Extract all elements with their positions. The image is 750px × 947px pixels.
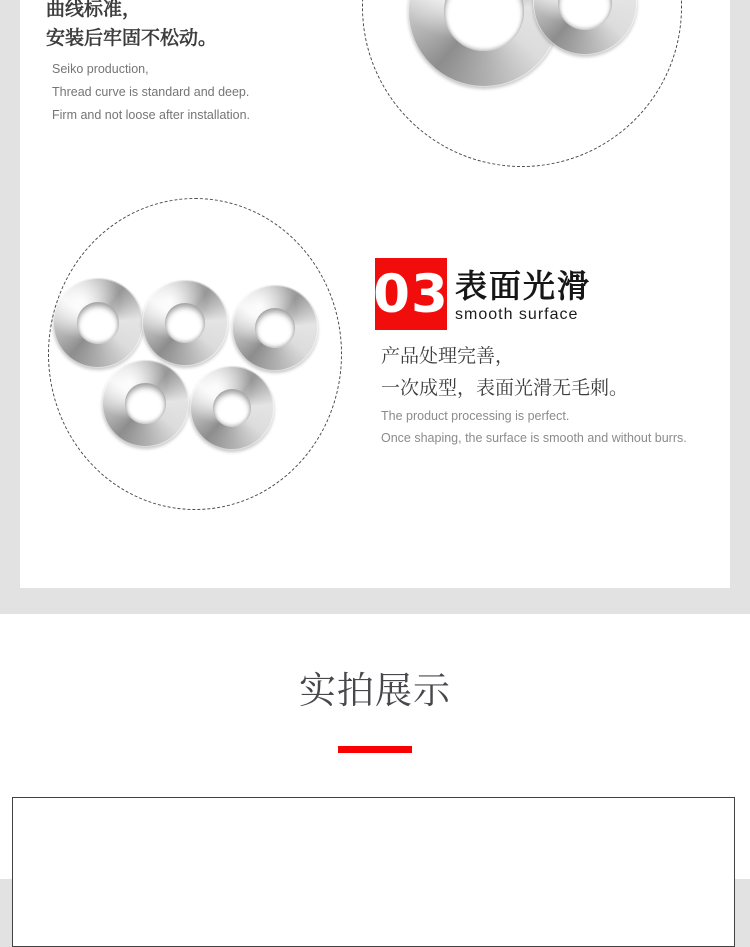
top-heading-line-1: 曲线标准， <box>46 0 142 20</box>
photo-frame <box>12 797 735 947</box>
top-english-desc <box>52 58 250 127</box>
feature03-title-en: smooth surface <box>455 306 579 323</box>
top-heading-line-2: 安装后牢固不松动。 <box>46 28 218 49</box>
gallery-title: 实拍展示 <box>299 670 451 711</box>
top-english-line-3: Firm and not loose after installation. <box>52 108 251 122</box>
product-detail-card <box>20 0 730 588</box>
red-divider <box>338 746 412 753</box>
feature03-title-block <box>455 266 591 323</box>
washer-photo-3 <box>232 285 318 371</box>
feature03-desc-cn-1: 产品处理完善， <box>381 346 515 367</box>
feature03-desc-en-1: The product processing is perfect. <box>381 409 570 423</box>
washer-photo-4 <box>102 360 189 447</box>
washer-photo-2 <box>142 280 228 366</box>
section-number: 03 <box>373 263 449 325</box>
section-number-badge <box>375 258 447 330</box>
top-english-line-2: Thread curve is standard and deep. <box>52 85 250 99</box>
top-feature-text <box>46 0 250 127</box>
feature03-description <box>381 341 687 449</box>
gallery-section <box>0 614 750 879</box>
top-english-line-1: Seiko production, <box>52 62 149 76</box>
feature03-desc-en-2: Once shaping, the surface is smooth and without burrs. <box>381 431 687 445</box>
feature03-title-cn: 表面光滑 <box>455 268 592 304</box>
feature03-desc-cn-2: 一次成型，表面光滑无毛刺。 <box>381 378 629 399</box>
washer-photo-1 <box>53 278 143 368</box>
washer-photo-5 <box>190 366 274 450</box>
